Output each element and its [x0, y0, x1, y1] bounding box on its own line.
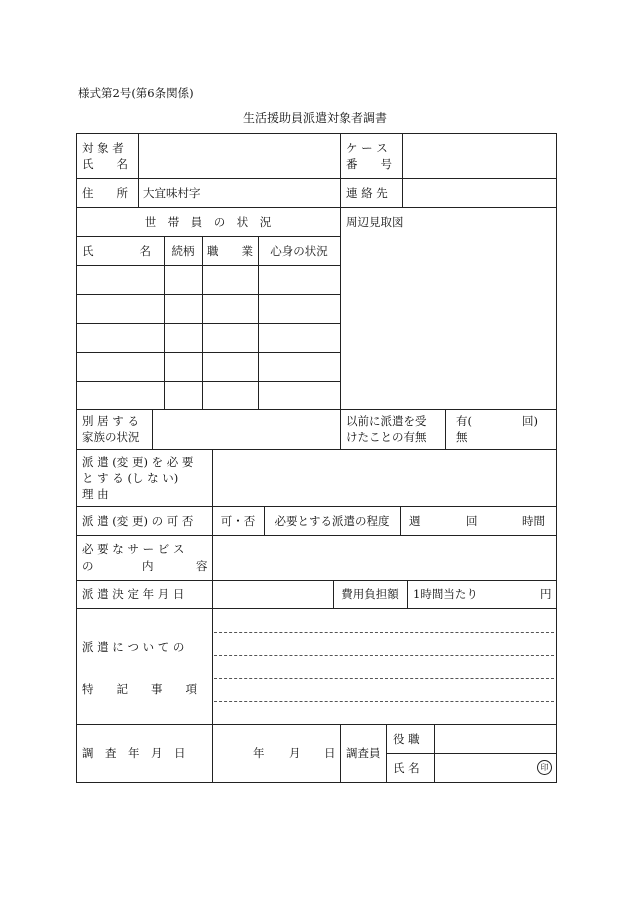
service-line1: 必 要 な サ ー ビ ス: [82, 542, 185, 556]
address-label: 住 所: [82, 186, 128, 200]
survey-date-label: 調 査 年 月 日: [82, 746, 186, 760]
times-label: 回: [466, 514, 478, 528]
subject-label-line2: 氏 名: [82, 157, 128, 171]
col-name: 氏 名: [82, 244, 151, 258]
household-heading: 世 帯 員 の 状 況: [144, 215, 272, 229]
dispatch-label: 派 遣 (変 更) の 可 否: [82, 514, 194, 528]
separate-family-line2: 家族の状況: [82, 430, 140, 444]
option-yes[interactable]: 有(: [456, 414, 472, 428]
dispatch-choice[interactable]: 可・否: [220, 514, 256, 528]
service-line2-c: 容: [196, 559, 208, 573]
service-line2-a: の: [82, 559, 94, 573]
prior-dispatch-line1: 以前に派遣を受: [346, 414, 427, 428]
per-hour-label: 1時間当たり: [413, 587, 478, 601]
map-label: 周辺見取図: [346, 215, 404, 229]
service-line2-b: 内: [142, 559, 154, 573]
decision-date-label: 派 遣 決 定 年 月 日: [82, 587, 185, 601]
col-occupation: 職 業: [207, 244, 253, 258]
reason-line1: 派 遣 (変 更) を 必 要: [82, 455, 194, 469]
contact-label: 連 絡 先: [346, 186, 388, 200]
option-no[interactable]: 無: [456, 430, 468, 444]
degree-label: 必要とする派遣の程度: [274, 514, 390, 528]
surveyor-label: 調査員: [346, 746, 381, 760]
col-health: 心身の状況: [270, 244, 328, 258]
survey-day: 日: [324, 746, 336, 760]
survey-month: 月: [289, 746, 301, 760]
hours-label: 時間: [522, 514, 545, 528]
reason-line3: 理 由: [82, 487, 109, 501]
col-relation: 続柄: [171, 244, 195, 258]
position-field[interactable]: [436, 726, 554, 752]
position-label: 役 職: [393, 732, 420, 746]
name-label: 氏 名: [393, 761, 420, 775]
cost-label: 費用負担額: [341, 587, 399, 601]
survey-year: 年: [253, 746, 265, 760]
form-number: 様式第2号(第6条関係): [78, 86, 194, 100]
case-label-line2: 番 号: [346, 157, 392, 171]
yen-label: 円: [540, 587, 552, 601]
seal-mark: 印: [537, 760, 552, 775]
notes-field[interactable]: [214, 612, 554, 720]
subject-label-line1: 対 象 者: [82, 141, 124, 155]
name-field[interactable]: [436, 755, 532, 781]
notes-line2: 特 記 事 項: [82, 682, 197, 696]
case-label-line1: ケ ー ス: [346, 141, 388, 155]
notes-line1: 派 遣 に つ い て の: [82, 640, 185, 654]
week-label: 週: [409, 514, 421, 528]
prior-dispatch-line2: けたことの有無: [346, 430, 427, 444]
separate-family-line1: 別 居 す る: [82, 414, 139, 428]
page-title: 生活援助員派遣対象者調書: [242, 111, 387, 125]
option-yes-close: 回): [522, 414, 538, 428]
reason-line2: と す る (し な い): [82, 471, 179, 485]
address-value[interactable]: 大宜味村字: [143, 186, 201, 200]
